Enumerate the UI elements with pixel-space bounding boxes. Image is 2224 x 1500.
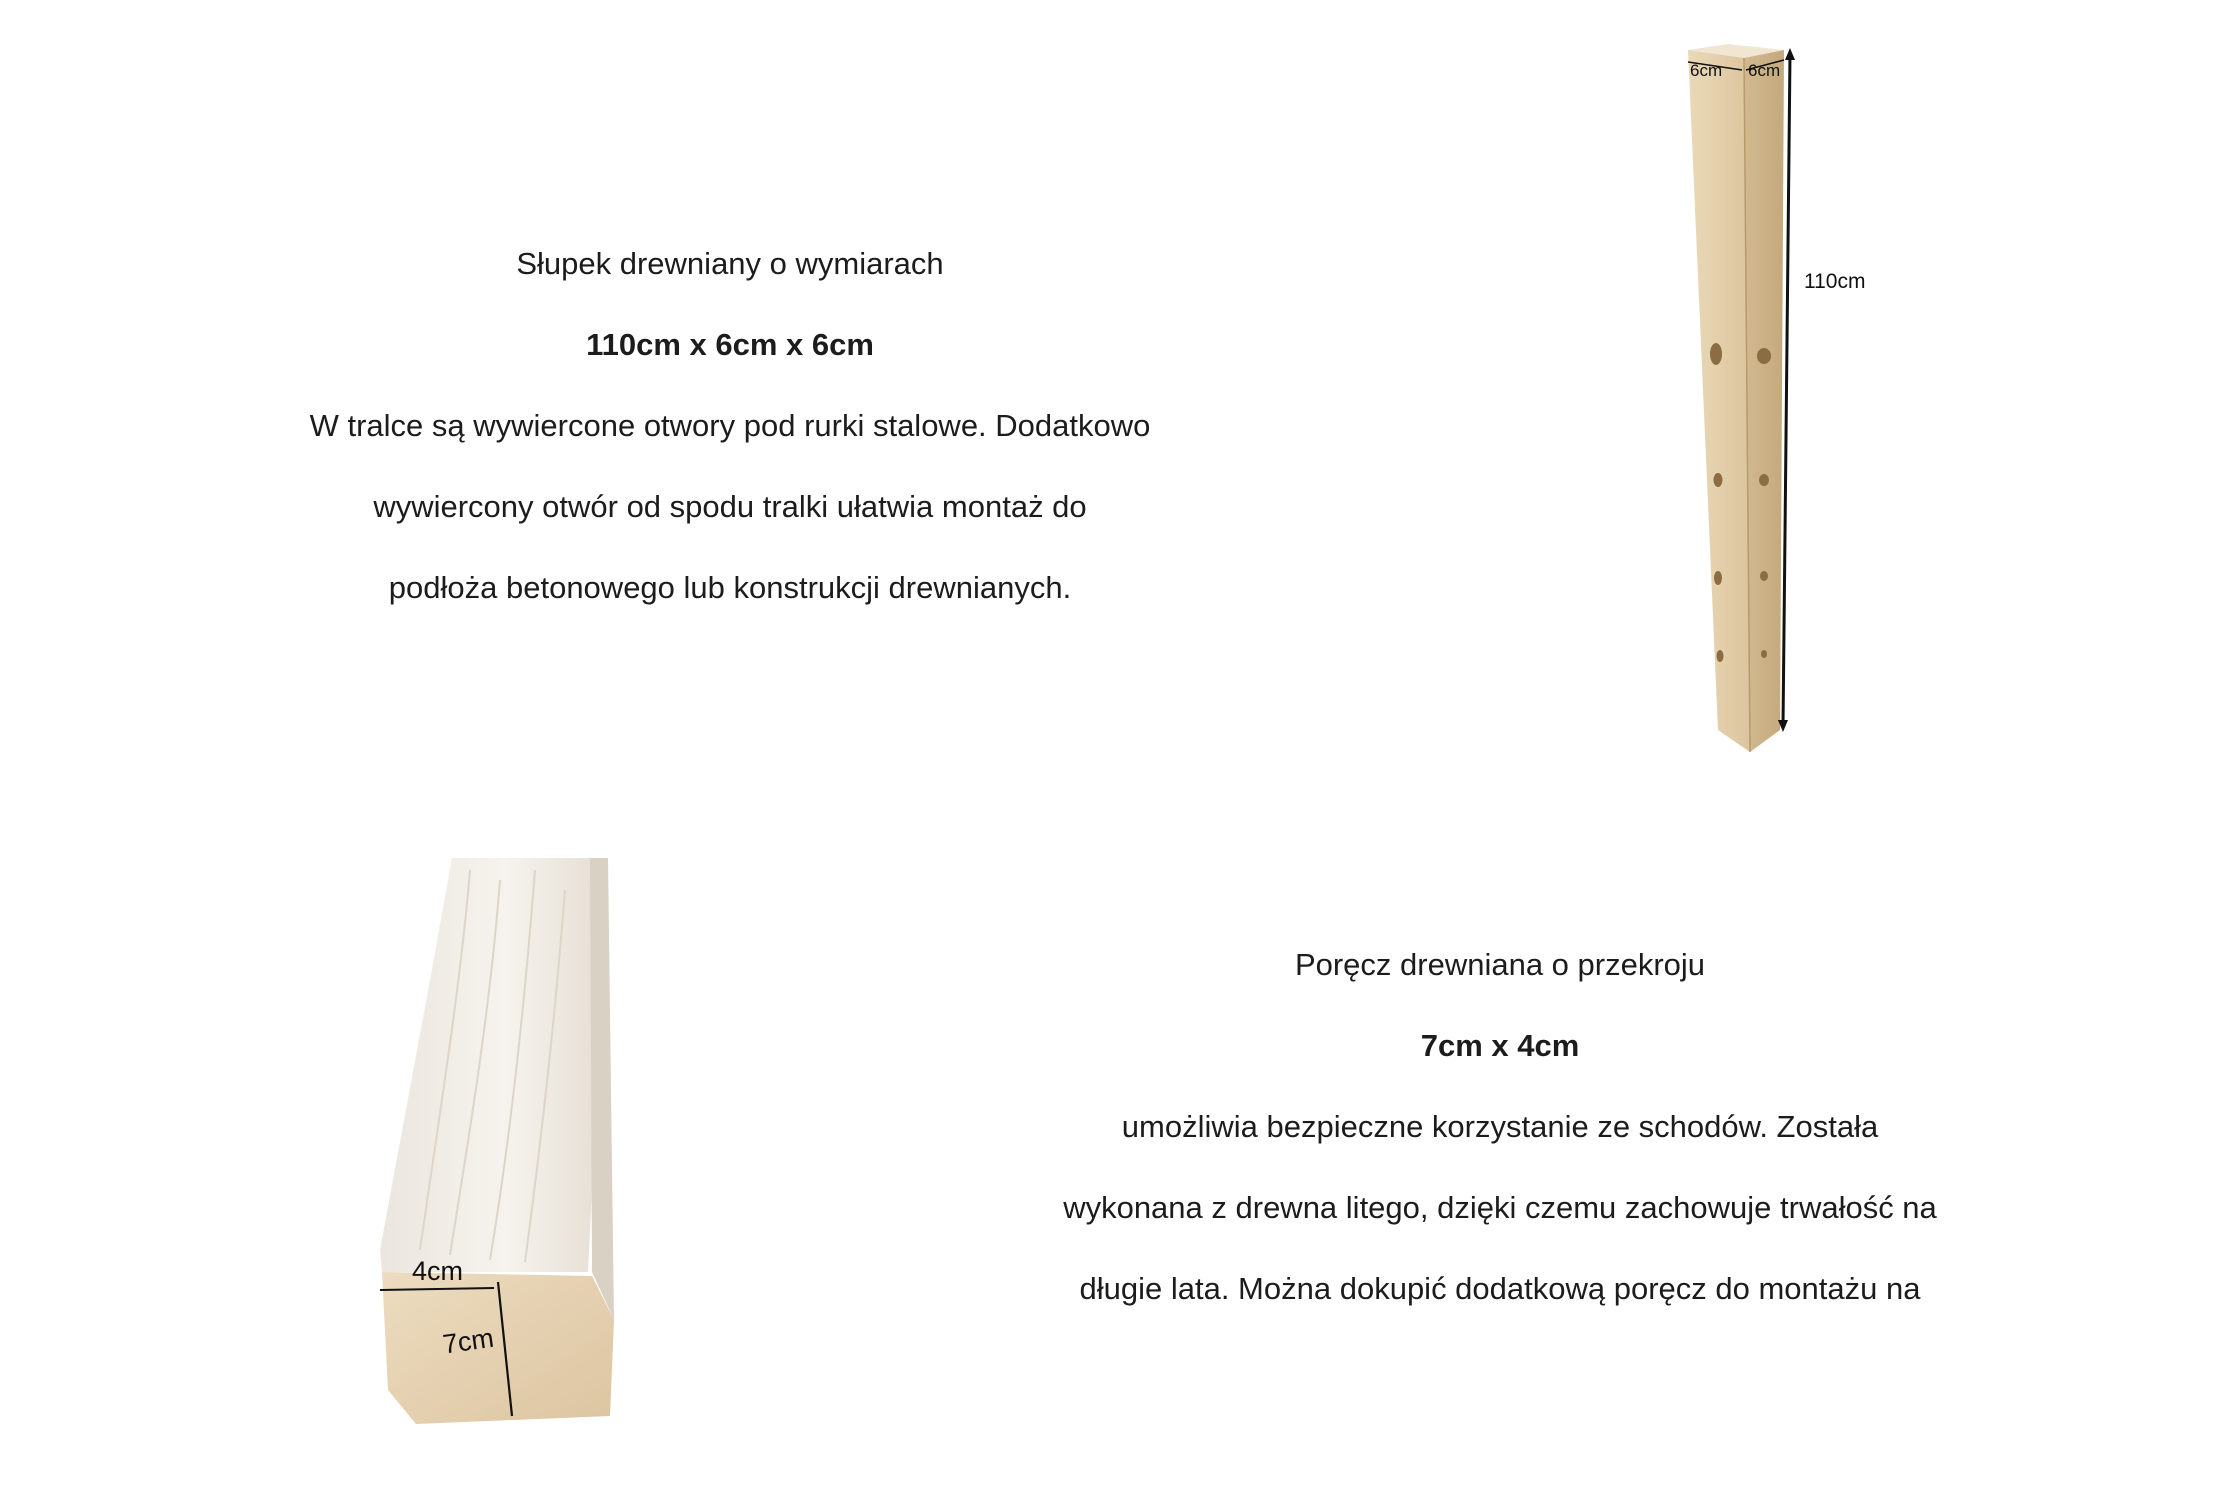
handrail-desc-line-1: umożliwia bezpieczne korzystanie ze schodów. Została — [1121, 1109, 1879, 1144]
post-width-left-label: 6cm — [1690, 61, 1723, 80]
wooden-post-image — [1660, 30, 1900, 770]
handrail-width-label: 4cm — [412, 1256, 464, 1286]
post-height-line — [1783, 54, 1790, 726]
handrail-dimensions: 7cm x 4cm — [1420, 1028, 1580, 1063]
post-dimensions: 110cm x 6cm x 6cm — [586, 327, 874, 362]
handrail-height-label: 7cm — [440, 1322, 496, 1360]
post-heading: Słupek drewniany o wymiarach — [516, 246, 944, 281]
post-height-label: 110cm — [1804, 270, 1866, 293]
post-desc-line-1: W tralce są wywiercone otwory pod rurki stalowe. Dodatkowo — [309, 408, 1151, 443]
handrail-desc-line-2: wykonana z drewna litego, dzięki czemu zachowuje trwałość na — [1063, 1190, 1937, 1225]
wooden-handrail-image — [360, 850, 660, 1430]
handrail-heading: Poręcz drewniana o przekroju — [1294, 947, 1706, 982]
post-description — [190, 223, 1270, 628]
handrail-desc-line-3: długie lata. Można dokupić dodatkową poręcz do montażu na — [1079, 1271, 1921, 1306]
post-right-face — [1744, 50, 1784, 752]
handrail-description — [940, 924, 2060, 1329]
post-desc-line-3: podłoża betonowego lub konstrukcji drewnianych. — [388, 570, 1072, 605]
post-width-right-label: 6cm — [1748, 61, 1781, 80]
post-left-face — [1688, 50, 1750, 752]
post-desc-line-2: wywiercony otwór od spodu tralki ułatwia montaż do — [373, 489, 1087, 524]
handrail-end-face — [382, 1272, 614, 1424]
handrail-side-face — [590, 858, 614, 1320]
handrail-front-face — [380, 858, 608, 1272]
